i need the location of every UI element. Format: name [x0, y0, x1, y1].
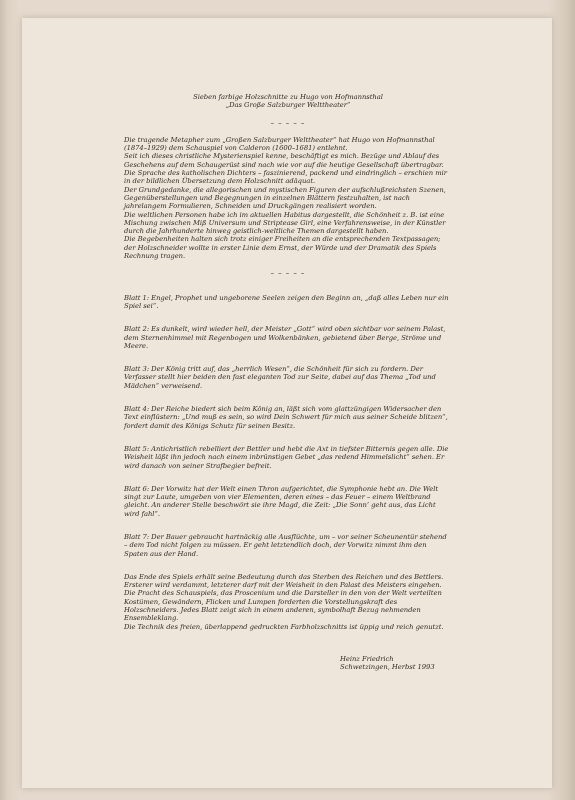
signature-block	[124, 655, 452, 672]
blatt-entry-4: Blatt 4: Der Reiche biedert sich beim König an, läßt sich vom glattzüngigen Widersacher den Text einflüstern: „Und muß es sein, so wird Dein Schwert für mich aus seiner Scheide blitzen“, fordert damit des Königs Schutz für seinen Besitz.	[124, 405, 448, 430]
closing-paragraph: Die Pracht des Schauspiels, das Proscenium und die Darsteller in den von der Welt verteilten Kostümen, Gewändern, Flicken und Lumpen forderten die Vorstellungskraft des Holzschneiders. Jedes Blatt zeigt sich in einem anderen, symbolhaft Bezug nehmenden Ensembleklang.	[124, 589, 442, 623]
separator-2: – – – – –	[270, 269, 306, 278]
blatt-entry-5: Blatt 5: Antichristlich rebelliert der Bettler und hebt die Axt in tiefster Bitternis gegen alle. Die Weisheit läßt ihn jedoch nach einem inbrünstigen Gebet „das redend Himmelslicht“ sehen. Er wird danach von seiner Strafbegier befreit.	[124, 444, 449, 470]
closing-section	[124, 573, 452, 631]
blatt-entry-1: Blatt 1: Engel, Prophet und ungeborene Seelen zeigen den Beginn an, „daß alles Leben nur ein Spiel sei“.	[124, 293, 449, 310]
blatt-entry-3: Blatt 3: Der König tritt auf, das „herrlich Wesen“, die Schönheit für sich zu fordern. Der Verfasser stellt hier beiden den fast eleganten Tod zur Seite, dabei auf das Thema „Tod und Mädchen“ verweisend.	[124, 365, 436, 390]
blatt-list	[124, 294, 452, 558]
signature-name: Heinz Friedrich	[340, 654, 394, 663]
blatt-entry-6: Blatt 6: Der Vorwitz hat der Welt einen Thron aufgerichtet, die Symphonie hebt an. Die Welt singt zur Laute, umgeben von vier Elementen, deren eines – das Feuer – einem Weltbrand gleicht. An anderer Stelle beschwört sie ihre Magd, die Zeit: „Die Sonn’ geht aus, das Licht wird fahl“.	[124, 484, 439, 518]
intro-paragraph: Der Grundgedanke, die allegorischen und mystischen Figuren der aufschlußreichsten Szenen, Gegenüberstellungen und Begegnungen in einzelnen Blättern festzuhalten, ist nach jahrelangem Formulieren, Schneiden und Druckgängen realisiert worden.	[124, 185, 446, 211]
signature-place-date: Schwetzingen, Herbst 1993	[340, 663, 435, 672]
document-text	[124, 93, 452, 672]
blatt-entry-2: Blatt 2: Es dunkelt, wird wieder hell, der Meister „Gott“ wird oben sichtbar vor seinem Palast, dem Sternenhimmel mit Regenbogen und Wolkenbänken, gebietend über Berge, Ströme und Meere.	[124, 325, 446, 350]
intro-paragraph: Seit ich dieses christliche Mysterienspiel kenne, beschäftigt es mich. Bezüge und Ablauf des Geschehens auf dem Schaugerüst sind nach wie vor auf die heutige Gesellschaft übertragbar.	[124, 152, 444, 169]
intro-section	[124, 136, 452, 260]
closing-paragraph: Die Technik des freien, überlappend gedruckten Farbholzschnitts ist üppig und reich genutzt.	[124, 622, 444, 631]
document-title	[124, 93, 452, 110]
separator-1: – – – – –	[270, 118, 306, 127]
blatt-entry-7: Blatt 7: Der Bauer gebraucht hartnäckig alle Ausflüchte, um – vor seiner Scheunentür stehend – dem Tod nicht folgen zu müssen. Er geht letztendlich doch, der Vorwitz nimmt ihm den Spaten aus der Hand.	[124, 532, 447, 558]
closing-paragraph: Das Ende des Spiels erhält seine Bedeutung durch das Sterben des Reichen und des Bettlers. Ersterer wird verdammt, letzterer darf mit der Weisheit in den Palast des Meisters eingehen.	[124, 572, 444, 590]
intro-paragraph: Die weltlichen Personen habe ich im aktuellen Habitus dargestellt, die Schönheit z. B. ist eine Mischung zwischen Miß Universum und Striptease Girl, eine Verfahrensweise, in der Künstler durch die Jahrhunderte hinweg geistlich-weltliche Themen dargestellt haben.	[124, 210, 446, 236]
title-line-2: „Das Große Salzburger Welttheater“	[225, 101, 351, 110]
intro-paragraph: Die Begebenheiten halten sich trotz einiger Freiheiten an die entsprechenden Textpassagen; der Holzschneider wollte in erster Linie dem Ernst, der Würde und der Dramatik des Spiels Rechnung tragen.	[124, 235, 441, 261]
intro-paragraph: Die tragende Metapher zum „Großen Salzburger Welttheater“ hat Hugo von Hofmannsthal (1874–1929) dem Schauspiel von Calderon (1600–1681) entlehnt.	[124, 135, 435, 153]
title-line-1: Sieben farbige Holzschnitte zu Hugo von Hofmannsthal	[193, 93, 383, 101]
intro-paragraph: Die Sprache des katholischen Dichters – faszinierend, packend und eindringlich – erschien mir in der bildlichen Übersetzung dem Holzschnitt adäquat.	[124, 169, 447, 186]
